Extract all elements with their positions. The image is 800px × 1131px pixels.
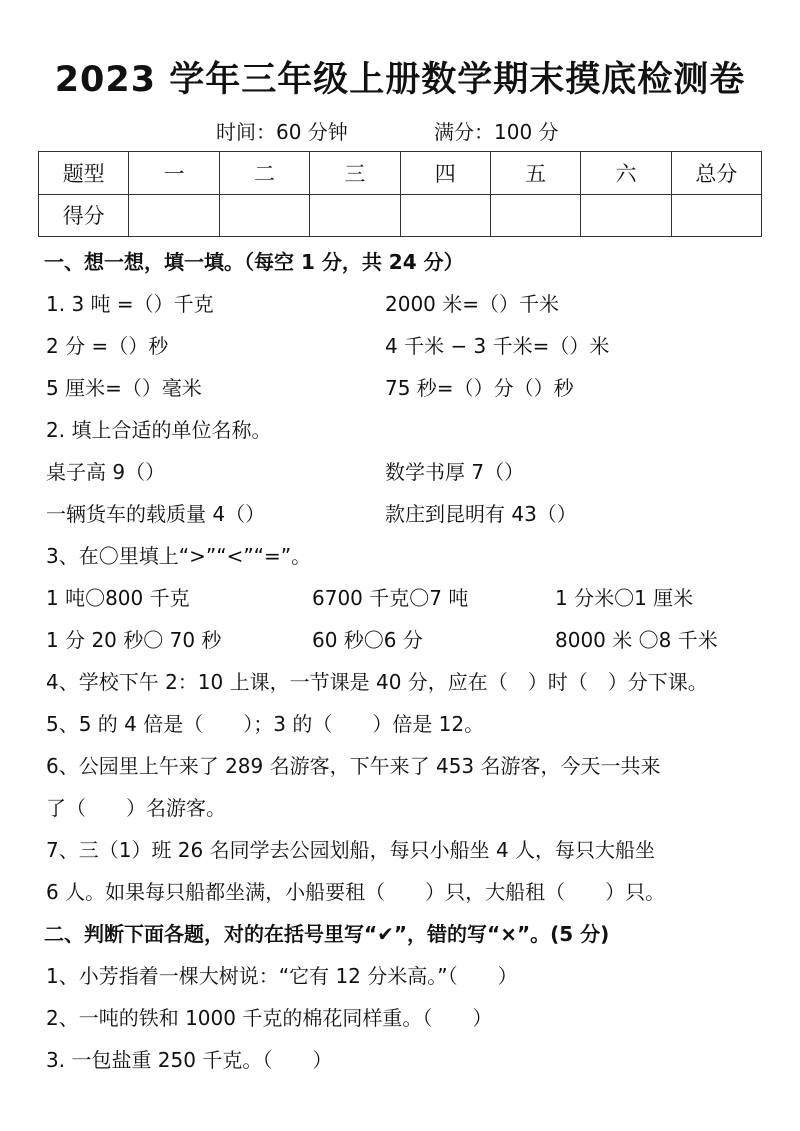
section2-heading: 二、判断下面各题，对的在括号里写“✔”，错的写“×”。(5 分) xyxy=(44,922,610,946)
score-header-cell: 题型 xyxy=(39,152,129,195)
q2-item: 桌子高 9（） xyxy=(46,460,166,484)
score-header-cell: 六 xyxy=(581,152,671,195)
full-score: 满分：100 分 xyxy=(434,120,559,144)
q3-item: 8000 米 〇8 千米 xyxy=(555,628,718,652)
q3-item: 6700 千克〇7 吨 xyxy=(312,586,469,610)
score-header-cell: 三 xyxy=(310,152,400,195)
q5-text: 5、5 的 4 倍是（ ）；3 的（ ）倍是 12。 xyxy=(46,712,485,736)
q6-line1: 6、公园里上午来了 289 名游客，下午来了 453 名游客，今天一共来 xyxy=(46,754,661,778)
score-table xyxy=(38,151,762,237)
score-header-cell: 总分 xyxy=(671,152,761,195)
score-header-cell: 四 xyxy=(400,152,490,195)
q1-item: 4 千米 − 3 千米=（）米 xyxy=(385,334,610,358)
q7-line2: 6 人。如果每只船都坐满，小船要租（ ）只，大船租（ ）只。 xyxy=(46,880,666,904)
q3-stem: 3、在〇里填上“>”“<”“=”。 xyxy=(46,544,312,568)
score-header-cell: 五 xyxy=(490,152,580,195)
score-cell[interactable] xyxy=(129,194,219,237)
score-cell[interactable] xyxy=(581,194,671,237)
q1-item: 5 厘米=（）毫米 xyxy=(46,376,202,400)
judge-q3: 3. 一包盐重 250 千克。（ ） xyxy=(46,1048,333,1072)
q3-item: 1 吨〇800 千克 xyxy=(46,586,190,610)
score-cell[interactable] xyxy=(400,194,490,237)
q2-item: 数学书厚 7（） xyxy=(385,460,525,484)
score-cell[interactable] xyxy=(310,194,400,237)
judge-q1: 1、小芳指着一棵大树说：“它有 12 分米高。”（ ） xyxy=(46,964,518,988)
score-row-label: 得分 xyxy=(39,194,129,237)
q1-item: 1. 3 吨 =（）千克 xyxy=(46,292,214,316)
score-header-cell: 二 xyxy=(219,152,309,195)
score-cell[interactable] xyxy=(219,194,309,237)
score-table-score-row xyxy=(39,194,762,237)
q3-item: 1 分 20 秒〇 70 秒 xyxy=(46,628,222,652)
q2-stem: 2. 填上合适的单位名称。 xyxy=(46,418,272,442)
exam-time: 时间：60 分钟 xyxy=(216,120,348,144)
score-cell[interactable] xyxy=(671,194,761,237)
score-header-cell: 一 xyxy=(129,152,219,195)
judge-q2: 2、一吨的铁和 1000 千克的棉花同样重。（ ） xyxy=(46,1006,493,1030)
q6-line2: 了（ ）名游客。 xyxy=(46,796,226,820)
score-cell[interactable] xyxy=(490,194,580,237)
q3-item: 60 秒〇6 分 xyxy=(312,628,423,652)
q1-item: 2 分 =（）秒 xyxy=(46,334,169,358)
section1-heading: 一、想一想，填一填。（每空 1 分，共 24 分） xyxy=(44,250,464,274)
q2-item: 款庄到昆明有 43（） xyxy=(385,502,577,526)
q2-item: 一辆货车的载质量 4（） xyxy=(46,502,266,526)
q7-line1: 7、三（1）班 26 名同学去公园划船，每只小船坐 4 人，每只大船坐 xyxy=(46,838,656,862)
q1-item: 75 秒=（）分（）秒 xyxy=(385,376,574,400)
q4-text: 4、学校下午 2：10 上课，一节课是 40 分，应在（ ）时（ ）分下课。 xyxy=(46,670,708,694)
q3-item: 1 分米〇1 厘米 xyxy=(555,586,694,610)
q1-item: 2000 米=（）千米 xyxy=(385,292,560,316)
page-title: 2023 学年三年级上册数学期末摸底检测卷 xyxy=(54,60,746,100)
score-table-header-row xyxy=(39,152,762,195)
